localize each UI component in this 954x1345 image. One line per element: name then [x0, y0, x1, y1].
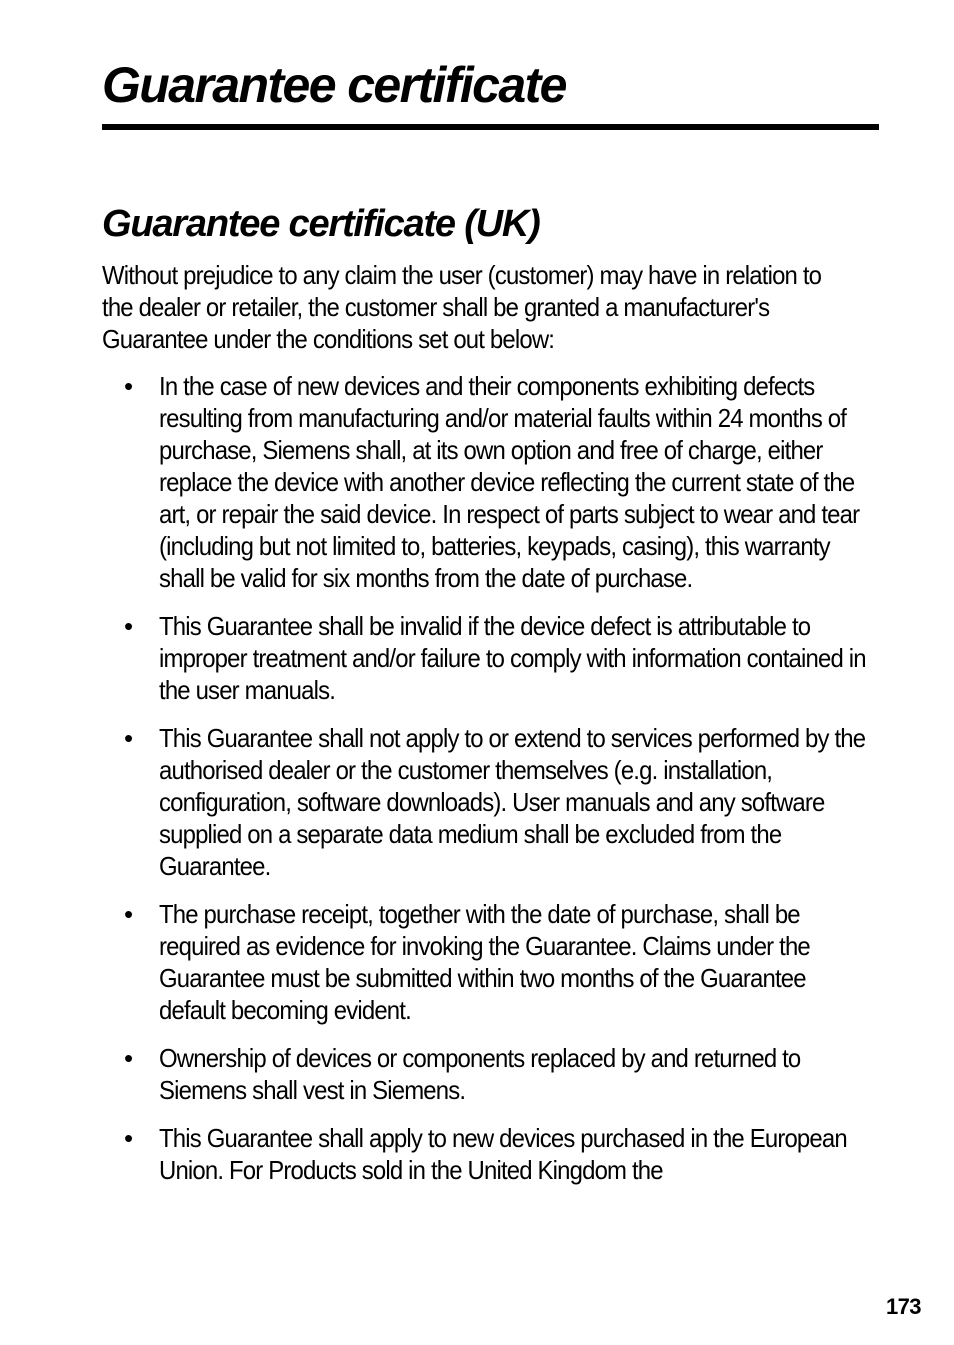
list-item	[102, 898, 882, 1026]
list-item-text: This Guarantee shall apply to new devices purchased in the European Union. For Products sold in the United Kingdom the	[159, 1123, 847, 1185]
list-item-text: Ownership of devices or components replaced by and returned to Siemens shall vest in Siemens.	[159, 1043, 801, 1105]
bullet-icon: •	[124, 1043, 134, 1073]
page-title: Guarantee certificate	[102, 57, 566, 113]
list-item-text: In the case of new devices and their components exhibiting defects resulting from manufacturing and/or material faults within 24 months of purchase, Siemens shall, at its own option and free of charge, either replace the device with another device reflecting the current state of the art, or repair the said device. In respect of parts subject to wear and tear (including but not limited to, batteries, keypads, casing), this warranty shall be valid for six months from the date of purchase.	[159, 371, 860, 593]
list-item	[102, 370, 882, 594]
list-item	[102, 1042, 882, 1106]
list-item	[102, 722, 882, 882]
list-item-text: This Guarantee shall not apply to or extend to services performed by the authorised dealer or the customer themselves (e.g. installation, configuration, software downloads). User manuals and any software supplied on a separate data medium shall be excluded from the Guarantee.	[159, 723, 866, 881]
bullet-icon: •	[124, 611, 134, 641]
title-rule	[102, 124, 879, 130]
list-item	[102, 1122, 882, 1186]
page-number: 173	[886, 1294, 921, 1319]
bullet-icon: •	[124, 899, 134, 929]
list-item-text: The purchase receipt, together with the date of purchase, shall be required as evidence for invoking the Guarantee. Claims under the Guarantee must be submitted within two months of the Guarantee default becoming evident.	[159, 899, 810, 1025]
intro-paragraph: Without prejudice to any claim the user (customer) may have in relation to the dealer or retailer, the customer shall be granted a manufacturer's Guarantee under the conditions set out below:	[102, 260, 822, 354]
list-item-text: This Guarantee shall be invalid if the device defect is attributable to improper treatment and/or failure to comply with information contained in the user manuals.	[159, 611, 866, 705]
list-item	[102, 610, 882, 706]
guarantee-conditions-list	[102, 370, 882, 1202]
bullet-icon: •	[124, 371, 134, 401]
bullet-icon: •	[124, 1123, 134, 1153]
bullet-icon: •	[124, 723, 134, 753]
section-heading: Guarantee certificate (UK)	[102, 203, 540, 245]
